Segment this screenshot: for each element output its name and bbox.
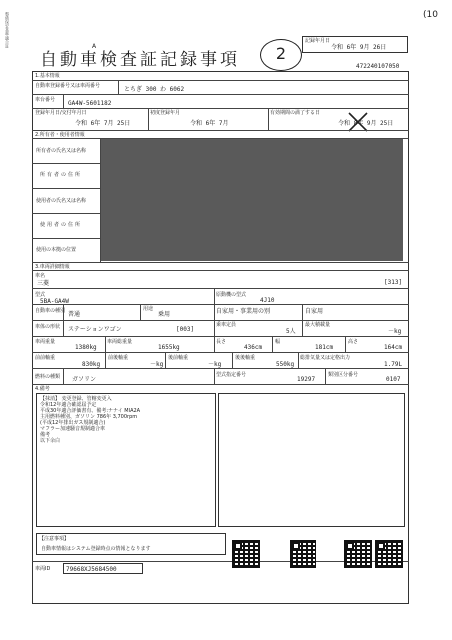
remark-line: マフラー加速騒音規制適合車 <box>40 426 106 432</box>
class-value: 0107 <box>386 376 401 383</box>
base-location-label: 使用の本拠の位置 <box>36 247 77 253</box>
first-reg-value: 令和 6年 7月 25日 <box>75 120 131 127</box>
capacity-value: 5人 <box>286 328 296 335</box>
ff-axle-value: 830kg <box>82 361 101 368</box>
owner-address-label: 所有者の住所 <box>40 172 83 178</box>
document-title: 自動車検査証記録事項 <box>40 50 240 70</box>
gross-value: 1655kg <box>158 344 180 351</box>
fr-axle-label: 前後軸重 <box>108 355 129 361</box>
remark-line: 備考 <box>40 432 51 438</box>
maker-value: 三菱 <box>37 280 50 287</box>
qr-code <box>290 540 316 568</box>
rf-axle-value: －kg <box>208 361 222 368</box>
first-year-label: 初度登録年月 <box>150 110 181 116</box>
expiry-label: 有効期間の満了する日 <box>270 110 321 116</box>
owner-name-label: 所有者の氏名又は名称 <box>36 148 87 154</box>
engine-label: 原動機の型式 <box>216 292 247 298</box>
weight-value: 1380kg <box>75 344 97 351</box>
chassis-value: GA4W-5601182 <box>68 100 112 107</box>
length-label: 長さ <box>216 339 227 345</box>
type-no-label: 型式指定番号 <box>216 372 247 378</box>
qr-code <box>232 540 260 568</box>
issue-date-label: 記録年月日 <box>305 38 331 44</box>
user-name-label: 使用者の氏名又は名称 <box>36 198 87 204</box>
remark-line: 主用燃料種別、ガソリン 786年 3,700rpm <box>40 414 138 420</box>
issue-date-value: 令和 6年 9月 26日 <box>331 44 387 51</box>
fuel-value: ガソリン <box>72 376 97 383</box>
qr-code <box>375 540 403 568</box>
kind-label: 自動車の種別 <box>35 308 66 314</box>
page-corner-number: (10 <box>423 10 438 20</box>
first-reg-label: 登録年月日/交付年月日 <box>35 110 87 116</box>
remark-line: (平成12年排出ガス規制適合) <box>40 420 106 426</box>
reg-value: とちぎ 300 わ 6062 <box>124 86 185 93</box>
section4-title: 4.備考 <box>35 386 50 392</box>
model-value: 5BA-GA4W <box>40 298 69 305</box>
business-label: 自家用・事業用の別 <box>216 308 271 315</box>
body-label: 車体の形状 <box>35 324 61 330</box>
ff-axle-label: 前前軸重 <box>35 355 56 361</box>
maker-label: 車名 <box>35 273 46 279</box>
height-value: 164cm <box>384 344 403 351</box>
body-value: ステーションワゴン <box>68 326 122 333</box>
car-id-value: 79668XJ5684500 <box>66 566 117 573</box>
notes-box <box>36 533 226 555</box>
maker-code: [313] <box>384 279 403 286</box>
height-label: 高さ <box>348 339 359 345</box>
kind-value: 普通 <box>68 311 81 318</box>
remark-line: 令和12年適合確認届予定 <box>40 402 97 408</box>
car-id-label: 車両ID <box>35 566 51 572</box>
remark-line: 以下余白 <box>40 438 61 444</box>
section2-title: 2.所有者・使用者情報 <box>35 132 85 138</box>
displacement-value: 1.79L <box>384 361 403 368</box>
maxload-label: 最大積載量 <box>305 322 331 328</box>
type-no-value: 19297 <box>297 376 316 383</box>
weight-label: 車両重量 <box>35 339 56 345</box>
displacement-label: 総排気量又は定格出力 <box>300 355 351 361</box>
fuel-label: 燃料の種類 <box>35 374 61 380</box>
small-letter: A <box>92 43 97 50</box>
notes-title: 【注意事項】 <box>39 536 70 542</box>
class-label: 類別区分番号 <box>328 372 359 378</box>
length-value: 436cm <box>244 344 263 351</box>
remark-line: 【抹消】 変更登録、管轄変更入 <box>40 396 112 402</box>
capacity-label: 乗車定員 <box>216 322 237 328</box>
user-address-label: 使用者の住所 <box>40 222 83 228</box>
chassis-label: 車台番号 <box>35 97 56 103</box>
model-label: 型式 <box>35 292 46 298</box>
rr-axle-label: 後後軸重 <box>235 355 256 361</box>
maxload-value: －kg <box>388 328 402 335</box>
rf-axle-label: 後前軸重 <box>168 355 189 361</box>
redacted-owner-info <box>101 139 403 261</box>
handwritten-circle <box>260 39 302 71</box>
side-stamp: 整備保安基準適合証 <box>5 12 10 48</box>
width-label: 幅 <box>275 339 281 345</box>
engine-value: 4J10 <box>260 297 275 304</box>
car-id-box <box>63 563 143 574</box>
fr-axle-value: －kg <box>150 361 164 368</box>
expiry-value: 令和 8年 9月 25日 <box>338 120 394 127</box>
section3-title: 3.車両詳細情報 <box>35 264 70 270</box>
circled-number: 2 <box>275 44 287 63</box>
doc-number: 472240107050 <box>356 63 400 70</box>
qr-code <box>344 540 372 568</box>
first-year-value: 令和 6年 7月 <box>190 120 229 127</box>
reg-label: 自動車登録番号又は車両番号 <box>35 83 101 89</box>
business-value: 自家用 <box>305 308 324 315</box>
rr-axle-value: 550kg <box>276 361 295 368</box>
notes-text: 自動車情報はシステム登録時点の情報となります <box>41 546 151 552</box>
remarks-box-right <box>218 393 405 527</box>
gross-label: 車両総重量 <box>107 339 133 345</box>
issue-date-box <box>302 36 408 53</box>
use-label: 用途 <box>143 306 154 312</box>
use-value: 乗用 <box>158 311 171 318</box>
remark-line: 平成30年適合評価書有、備考:ナナイ MIA2A <box>40 408 141 414</box>
section1-title: 1.基本情報 <box>35 73 60 79</box>
width-value: 181cm <box>315 344 334 351</box>
body-code: [003] <box>176 326 195 333</box>
